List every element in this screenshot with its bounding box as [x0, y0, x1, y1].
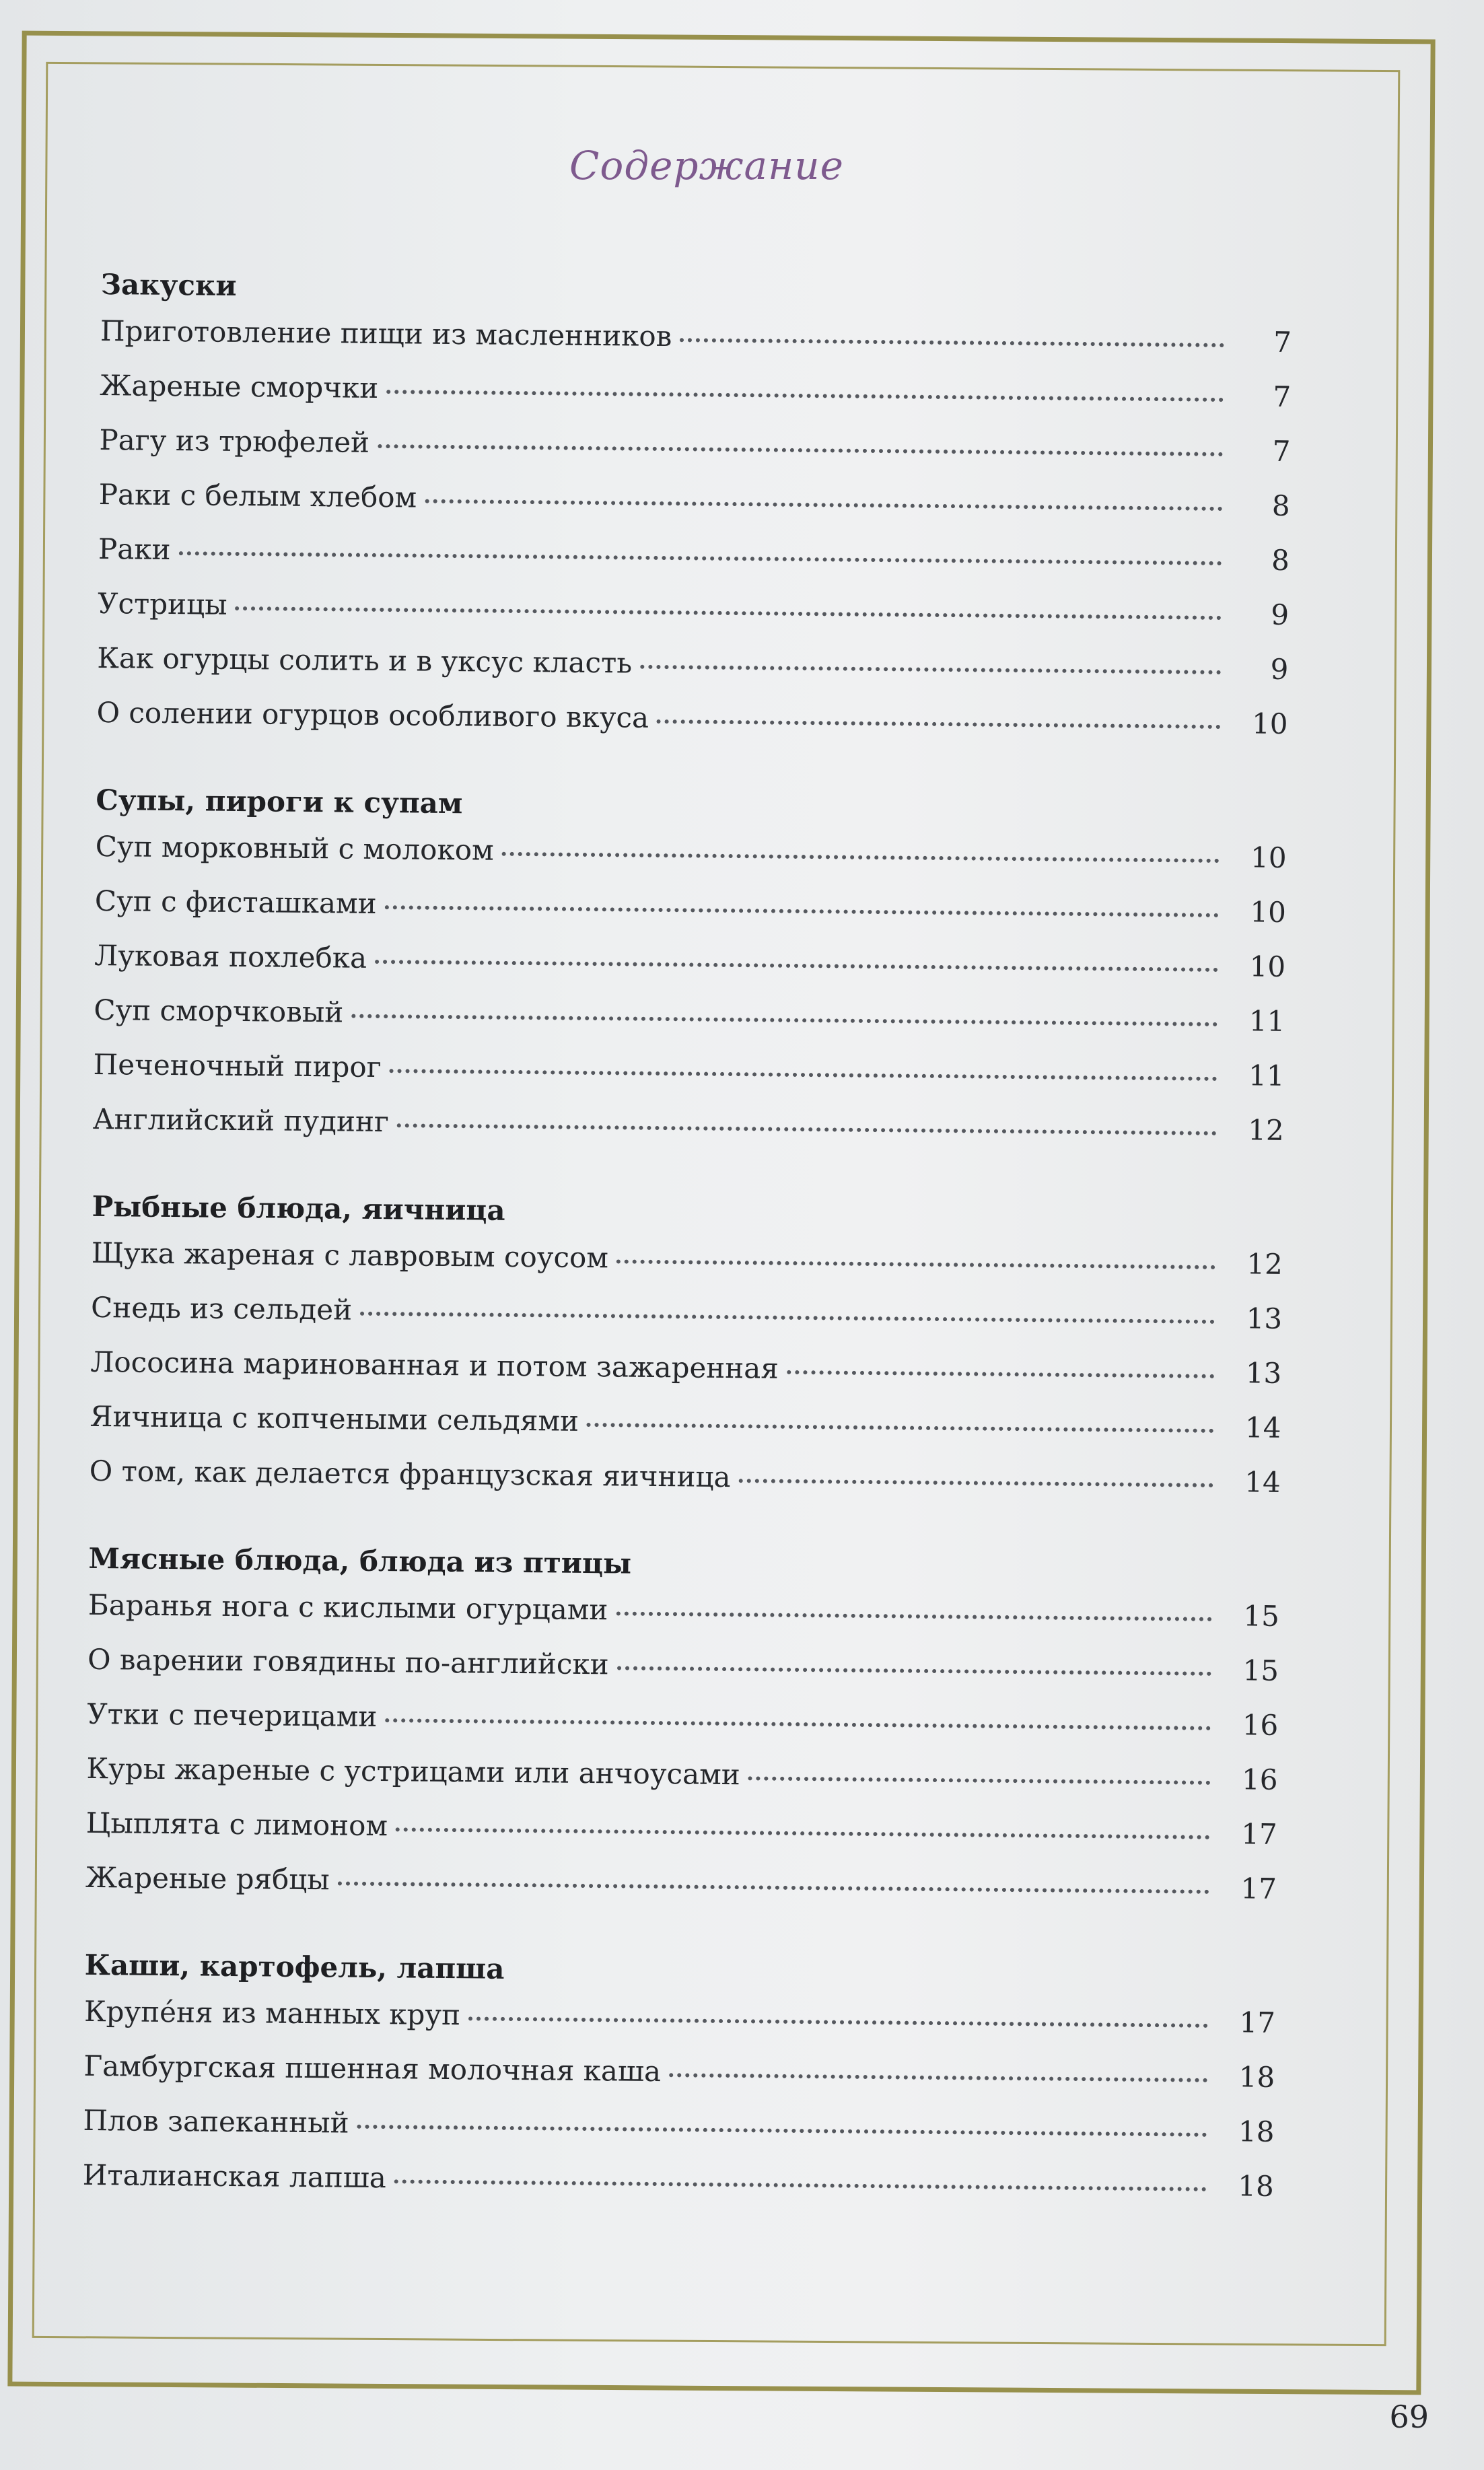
toc-entry-page: 17 — [1240, 1872, 1277, 1905]
toc-entry-title: Устрицы — [97, 586, 227, 621]
dot-leader — [375, 960, 1218, 972]
toc-section — [89, 1188, 1283, 1510]
toc-section — [92, 781, 1287, 1158]
dot-leader — [587, 1423, 1214, 1433]
section-title: Закуски — [100, 267, 237, 302]
section-title: Мясные блюда, блюда из птицы — [88, 1541, 632, 1580]
toc-entry-page: 8 — [1271, 489, 1290, 522]
dot-leader — [640, 665, 1221, 674]
toc-entry — [89, 1444, 1281, 1510]
toc-entry — [92, 1092, 1284, 1158]
toc-entry-title: Цыплята с лимоном — [85, 1806, 388, 1843]
toc-entry — [82, 2148, 1274, 2214]
toc-entry — [96, 685, 1288, 751]
toc-entry-page: 7 — [1273, 325, 1292, 359]
dot-leader — [657, 719, 1221, 729]
toc-entry-page: 10 — [1250, 895, 1287, 929]
toc-entry-title: О том, как делается французская яичница — [89, 1454, 731, 1494]
toc-entry-page: 7 — [1273, 380, 1292, 413]
toc-section — [82, 1946, 1276, 2214]
toc-entry-page: 13 — [1246, 1302, 1283, 1335]
toc-entry — [85, 1850, 1277, 1916]
dot-leader — [787, 1370, 1214, 1378]
toc-section — [85, 1540, 1280, 1916]
dot-leader — [425, 499, 1223, 511]
toc-entry-page: 17 — [1241, 1817, 1277, 1851]
dot-leader — [748, 1776, 1211, 1785]
toc-entry-title: Печеночный пирог — [93, 1047, 382, 1084]
toc-entry-page: 14 — [1244, 1411, 1281, 1444]
dot-leader — [616, 1259, 1215, 1269]
toc-entry-title: Лососина маринованная и потом зажаренная — [90, 1345, 779, 1385]
toc-entry-title: Суп сморчковый — [94, 993, 344, 1029]
dot-leader — [390, 1069, 1217, 1081]
section-title: Супы, пироги к супам — [96, 783, 463, 820]
toc-entry-page: 12 — [1246, 1247, 1283, 1281]
toc-entry-page: 15 — [1243, 1599, 1280, 1633]
toc-entry-title: Раки с белым хлебом — [98, 477, 417, 514]
toc-entry-page: 18 — [1238, 2169, 1274, 2203]
dot-leader — [236, 606, 1222, 620]
dot-leader — [385, 1718, 1211, 1730]
toc-entry-title: Италианская лапша — [82, 2158, 387, 2195]
dot-leader — [338, 1881, 1209, 1893]
dot-leader — [397, 1123, 1217, 1135]
toc-entry-page: 16 — [1241, 1763, 1278, 1796]
toc-entry-page: 13 — [1245, 1356, 1282, 1390]
page-number: 69 — [1389, 2399, 1429, 2435]
toc-entry-title: Снедь из сельдей — [90, 1290, 353, 1327]
toc-entry-title: Приготовление пищи из масленников — [100, 314, 672, 353]
toc-entry-title: Как огурцы солить и в уксус класть — [97, 641, 633, 680]
toc-entry-title: Рагу из трюфелей — [99, 423, 370, 459]
table-of-contents — [82, 266, 1292, 2255]
dot-leader — [178, 551, 1222, 565]
dot-leader — [739, 1479, 1213, 1487]
toc-entry-page: 10 — [1250, 841, 1287, 874]
toc-entry-title: Щука жареная с лавровым соусом — [91, 1236, 609, 1275]
toc-entry-page: 12 — [1248, 1113, 1284, 1147]
page-title: Содержание — [569, 143, 844, 188]
toc-section — [96, 266, 1292, 751]
toc-entry-title: Крупéня из манных круп — [83, 1994, 461, 2032]
section-title: Рыбные блюда, яичница — [92, 1189, 505, 1227]
dot-leader — [680, 338, 1224, 347]
toc-entry-page: 14 — [1244, 1465, 1281, 1499]
toc-entry-title: Суп морковный с молоком — [95, 829, 494, 867]
toc-entry-page: 15 — [1242, 1654, 1279, 1687]
toc-entry-title: Гамбургская пшенная молочная каша — [83, 2049, 662, 2088]
toc-entry-page: 8 — [1271, 543, 1290, 577]
toc-entry-title: Утки с печерицами — [87, 1697, 378, 1734]
dot-leader — [617, 1666, 1211, 1675]
toc-entry-page: 18 — [1238, 2115, 1275, 2148]
toc-entry-page: 11 — [1248, 1059, 1285, 1092]
toc-entry-title: Луковая похлебка — [94, 938, 367, 975]
dot-leader — [394, 2179, 1207, 2191]
toc-entry-title: Плов запеканный — [83, 2103, 349, 2140]
toc-entry-page: 18 — [1238, 2060, 1275, 2094]
toc-entry-title: Яичница с копчеными сельдями — [90, 1399, 579, 1438]
toc-entry-title: Баранья нога с кислыми огурцами — [87, 1588, 608, 1627]
dot-leader — [386, 390, 1224, 402]
dot-leader — [378, 444, 1223, 456]
toc-entry-title: Жареные сморчки — [100, 368, 379, 404]
toc-entry-title: О варении говядины по-английски — [87, 1642, 609, 1681]
toc-entry-page: 10 — [1251, 707, 1288, 740]
toc-entry-page: 11 — [1248, 1004, 1285, 1038]
toc-entry-page: 9 — [1271, 598, 1289, 631]
dot-leader — [396, 1827, 1210, 1839]
dot-leader — [616, 1611, 1211, 1621]
toc-entry-title: Жареные рябцы — [85, 1860, 330, 1897]
toc-entry-title: Куры жареные с устрицами или анчоусами — [86, 1751, 741, 1792]
toc-entry-page: 9 — [1270, 652, 1289, 686]
toc-entry-page: 16 — [1242, 1708, 1279, 1742]
dot-leader — [385, 905, 1219, 917]
dot-leader — [669, 2073, 1207, 2082]
dot-leader — [468, 2016, 1208, 2028]
toc-entry — [98, 467, 1290, 533]
toc-entry-title: Английский пудинг — [92, 1102, 390, 1139]
section-title: Каши, картофель, лапша — [84, 1948, 505, 1985]
dot-leader — [357, 2125, 1207, 2137]
toc-entry-page: 7 — [1272, 434, 1291, 468]
toc-entry-title: Суп с фисташками — [94, 884, 377, 920]
dot-leader — [351, 1014, 1217, 1026]
toc-entry-page: 17 — [1239, 2006, 1276, 2039]
toc-entry-title: Раки — [98, 532, 171, 567]
dot-leader — [360, 1312, 1215, 1324]
dot-leader — [502, 852, 1220, 863]
toc-entry-title: О солении огурцов особливого вкуса — [96, 695, 649, 734]
toc-entry-page: 10 — [1249, 950, 1286, 983]
